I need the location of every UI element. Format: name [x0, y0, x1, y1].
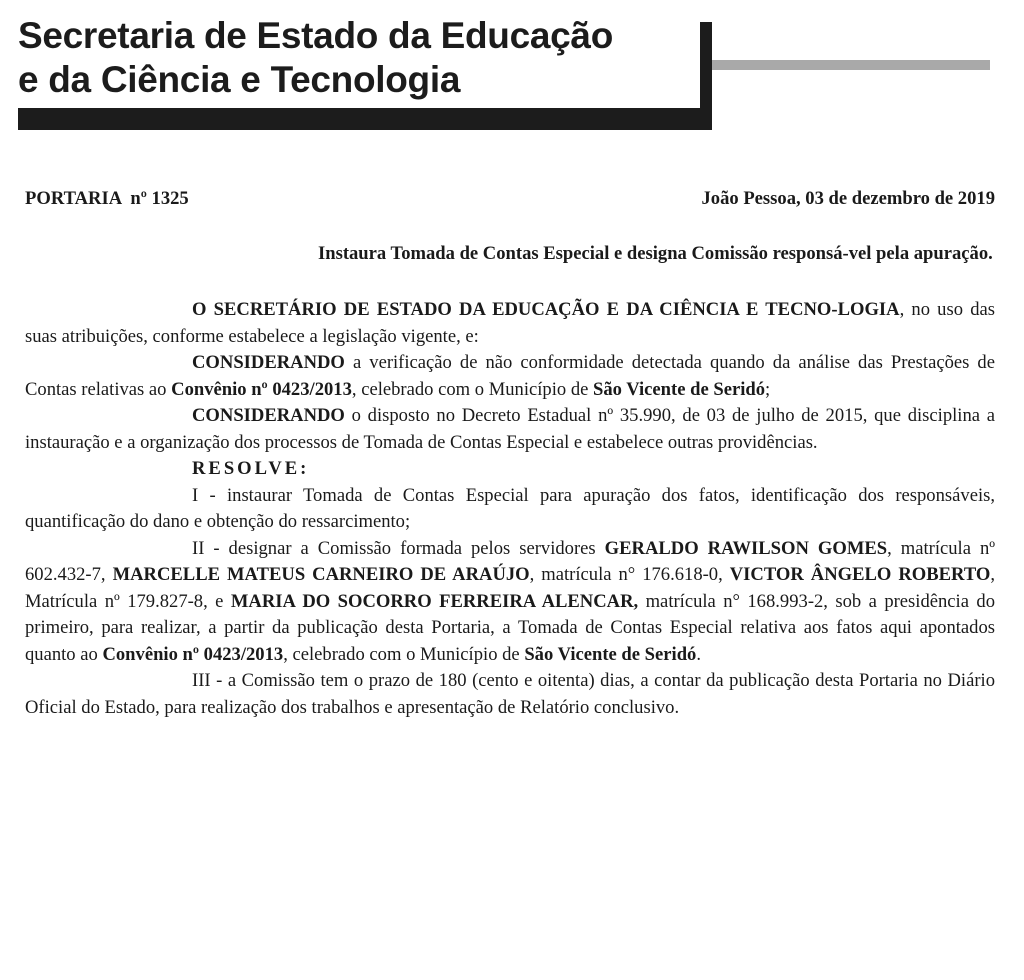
- paragraph-considerando-1: [25, 350, 995, 403]
- item2-text4: , Matrícula nº 179.827-8, e: [25, 564, 996, 612]
- paragraph-secretario: [25, 297, 995, 350]
- member-name: MARCELLE MATEUS CARNEIRO DE ARAÚJO: [112, 564, 530, 585]
- resolve-heading: [25, 456, 995, 483]
- member-name: GERALDO RAWILSON GOMES: [604, 537, 888, 559]
- item2-text5: matrícula n° 168.993-2, sob a presidência do primeiro, para realizar, a partir da publicação desta Portaria, a Tomada de Contas Especial relativa aos fatos aqui apontados quanto ao: [25, 590, 995, 665]
- p2-text2: , celebrado com o Município de: [351, 378, 594, 400]
- member-name: MARIA DO SOCORRO FERREIRA ALENCAR,: [230, 590, 639, 612]
- portaria-header: [25, 186, 995, 213]
- item-iii: III - a Comissão tem o prazo de 180 (cento e oitenta) dias, a contar da publicação desta Portaria no Diário Oficial do Estado, para realização dos trabalhos e apresentação de Relatório conclusivo.: [25, 670, 995, 718]
- considerando-label: CONSIDERANDO: [192, 352, 345, 373]
- item2-text1: II - designar a Comissão formada pelos servidores: [192, 537, 605, 559]
- ementa: Instaura Tomada de Contas Especial e designa Comissão responsá-vel pela apuração.: [318, 242, 993, 264]
- convenio-number: Convênio nº 0423/2013: [102, 643, 284, 665]
- considerando-label: CONSIDERANDO: [192, 405, 345, 426]
- item-i: I - instaurar Tomada de Contas Especial para apuração dos fatos, identificação dos responsáveis, quantificação do dano e obtenção do ressarcimento;: [25, 484, 995, 532]
- p1-text: , no uso das suas atribuições, conforme estabelece a legislação vigente, e:: [25, 299, 995, 347]
- item-ii: [25, 536, 995, 669]
- member-name: VICTOR ÂNGELO ROBERTO: [729, 564, 991, 585]
- portaria-number: PORTARIA nº 1325: [25, 188, 189, 209]
- page-title: [18, 14, 613, 102]
- title-line-2: e da Ciência e Tecnologia: [18, 59, 461, 100]
- item2-text7: .: [696, 643, 701, 665]
- p3-text: o disposto no Decreto Estadual nº 35.990, de 03 de julho de 2015, que disciplina a instauração e a organização dos processos de Tomada de Contas Especial e estabelece outras providências.: [25, 405, 995, 453]
- p2-text1: a verificação de não conformidade detectada quando da análise das Prestações de Contas relativas ao: [25, 352, 995, 400]
- title-line-1: Secretaria de Estado da Educação: [18, 15, 613, 56]
- p2-text3: ;: [765, 378, 771, 400]
- item2-text3: , matrícula n° 176.618-0,: [529, 564, 730, 585]
- secretario-title: O SECRETÁRIO DE ESTADO DA EDUCAÇÃO E DA CIÊNCIA E TECNO-LOGIA: [192, 299, 900, 320]
- resolve-label: RESOLVE:: [192, 458, 310, 479]
- convenio-number: Convênio nº 0423/2013: [171, 378, 352, 400]
- paragraph-considerando-2: [25, 403, 995, 456]
- body-text: [25, 297, 995, 721]
- document-body: [25, 186, 995, 721]
- header-rule-black: [18, 108, 712, 130]
- item2-text2: , matrícula nº 602.432-7,: [25, 537, 996, 585]
- item2-text6: , celebrado com o Município de: [283, 643, 525, 665]
- place-date: João Pessoa, 03 de dezembro de 2019: [701, 188, 995, 209]
- municipio-name: São Vicente de Seridó: [593, 378, 766, 400]
- header-rule-grey: [712, 60, 990, 70]
- municipio-name: São Vicente de Seridó: [524, 643, 697, 665]
